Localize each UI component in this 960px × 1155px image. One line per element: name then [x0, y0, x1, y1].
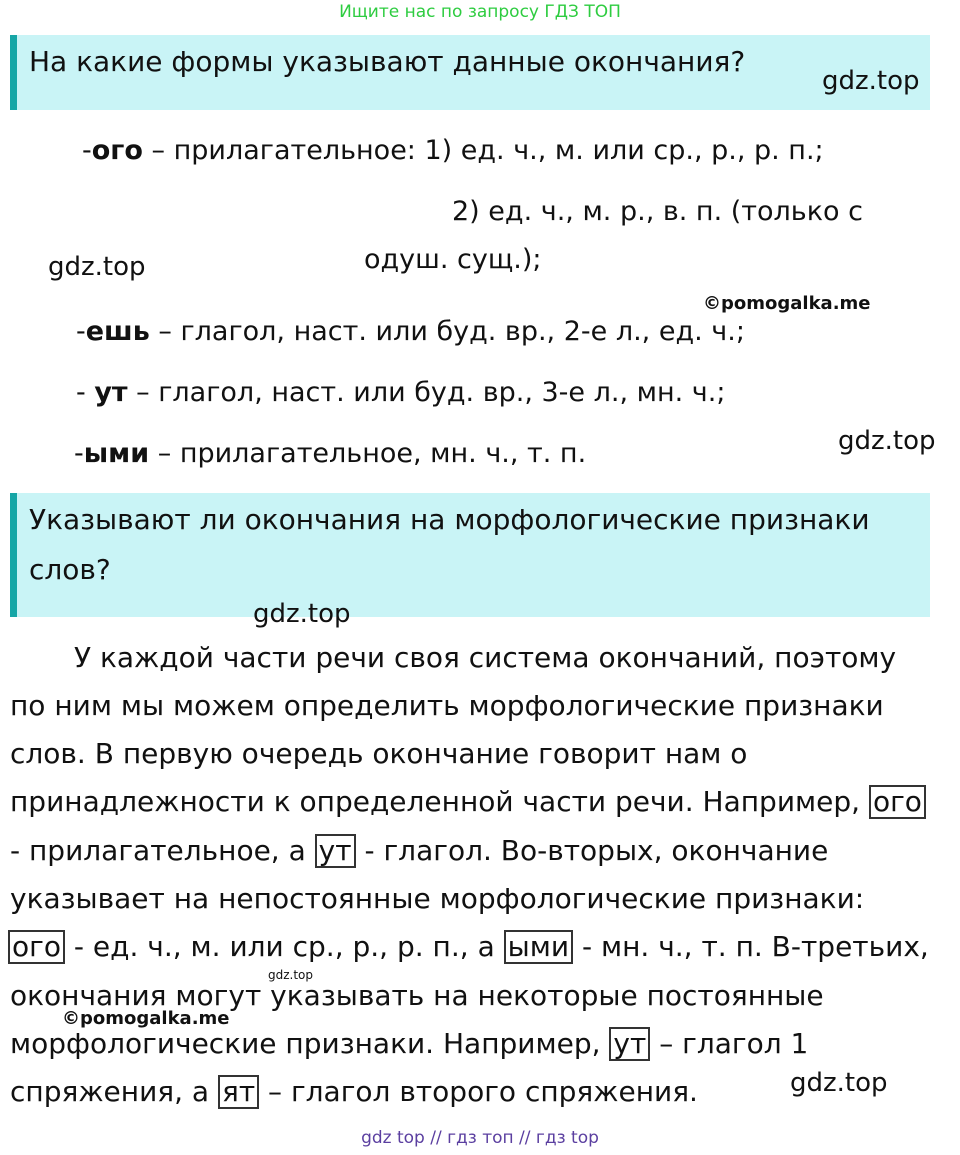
watermark-gdz: gdz.top: [838, 426, 936, 456]
watermark-gdz: gdz.top: [790, 1068, 888, 1098]
watermark-copyright: ©pomogalka.me: [703, 293, 871, 314]
question-2-line-2: слов?: [29, 553, 111, 586]
answer-text: принадлежности к определенной части речи. Например,: [10, 785, 861, 818]
answer-text: морфологические признаки. Например,: [10, 1027, 601, 1060]
boxed-ending-ogo: ого: [869, 785, 926, 819]
watermark-gdz: gdz.top: [253, 599, 351, 629]
boxed-ending-ut: ут: [609, 1027, 650, 1061]
watermark-copyright: ©pomogalka.me: [62, 1008, 230, 1029]
footer-links: gdz top // гдз топ // гдз top: [361, 1128, 599, 1148]
answer-line: указывает на непостоянные морфологические признаки:: [10, 882, 865, 915]
answer-line: окончания могут указывать на некоторые постоянные: [10, 979, 824, 1012]
ending-row-ogo: -ого – прилагательное: 1) ед. ч., м. или ср., р., р. п.;: [82, 135, 824, 166]
watermark-gdz: gdz.top: [822, 66, 920, 96]
boxed-ending-ymi: ыми: [504, 930, 573, 964]
ending-desc: – прилагательное: 1) ед. ч., м. или ср., р., р. п.;: [142, 135, 824, 166]
answer-line: слов. В первую очередь окончание говорит нам о: [10, 737, 748, 770]
ending-row-ut: - ут – глагол, наст. или буд. вр., 3-е л., мн. ч.;: [76, 377, 726, 408]
answer-line: У каждой части речи своя система окончаний, поэтому: [74, 641, 897, 674]
answer-text: - ед. ч., м. или ср., р., р. п., а: [73, 930, 495, 963]
boxed-ending-ogo: ого: [8, 930, 65, 964]
answer-line: [10, 827, 828, 875]
ending-desc: – прилагательное, мн. ч., т. п.: [149, 438, 587, 469]
answer-text: – глагол 1: [659, 1027, 809, 1060]
ending-desc: – глагол, наст. или буд. вр., 2-е л., ед. ч.;: [149, 316, 745, 347]
ending-label: ут: [94, 377, 128, 408]
ending-row-esh: -ешь – глагол, наст. или буд. вр., 2-е л., ед. ч.;: [76, 316, 745, 347]
ending-desc: – глагол, наст. или буд. вр., 3-е л., мн. ч.;: [127, 377, 726, 408]
ogo-extra-line-1: 2) ед. ч., м. р., в. п. (только с: [452, 196, 863, 227]
watermark-gdz-small: gdz.top: [268, 968, 314, 982]
ogo-extra-line-2: одуш. сущ.);: [364, 244, 542, 275]
watermark-gdz: gdz.top: [48, 252, 146, 282]
answer-line: по ним мы можем определить морфологические признаки: [10, 689, 884, 722]
answer-line: [10, 1068, 698, 1116]
question-1-text: На какие формы указывают данные окончания?: [29, 45, 746, 78]
boxed-ending-yat: ят: [218, 1075, 259, 1109]
answer-line: [8, 923, 929, 971]
ending-row-ymi: -ыми – прилагательное, мн. ч., т. п.: [74, 438, 587, 469]
boxed-ending-ut: ут: [315, 834, 356, 868]
answer-text: - глагол. Во-вторых, окончание: [364, 834, 829, 867]
answer-line: [10, 778, 926, 826]
question-box-2: [10, 493, 930, 617]
answer-text: - мн. ч., т. п. В-третьих,: [581, 930, 929, 963]
ending-label: ыми: [83, 438, 150, 469]
question-2-line-1: Указывают ли окончания на морфологические признаки: [29, 503, 870, 536]
answer-text: - прилагательное, а: [10, 834, 306, 867]
ending-label: ого: [91, 135, 143, 166]
ending-label: ешь: [85, 316, 150, 347]
answer-text: – глагол второго спряжения.: [268, 1075, 698, 1108]
question-box-1: [10, 35, 930, 110]
top-banner: Ищите нас по запросу ГДЗ ТОП: [339, 2, 621, 22]
answer-line: [10, 1020, 808, 1068]
answer-text: спряжения, а: [10, 1075, 210, 1108]
